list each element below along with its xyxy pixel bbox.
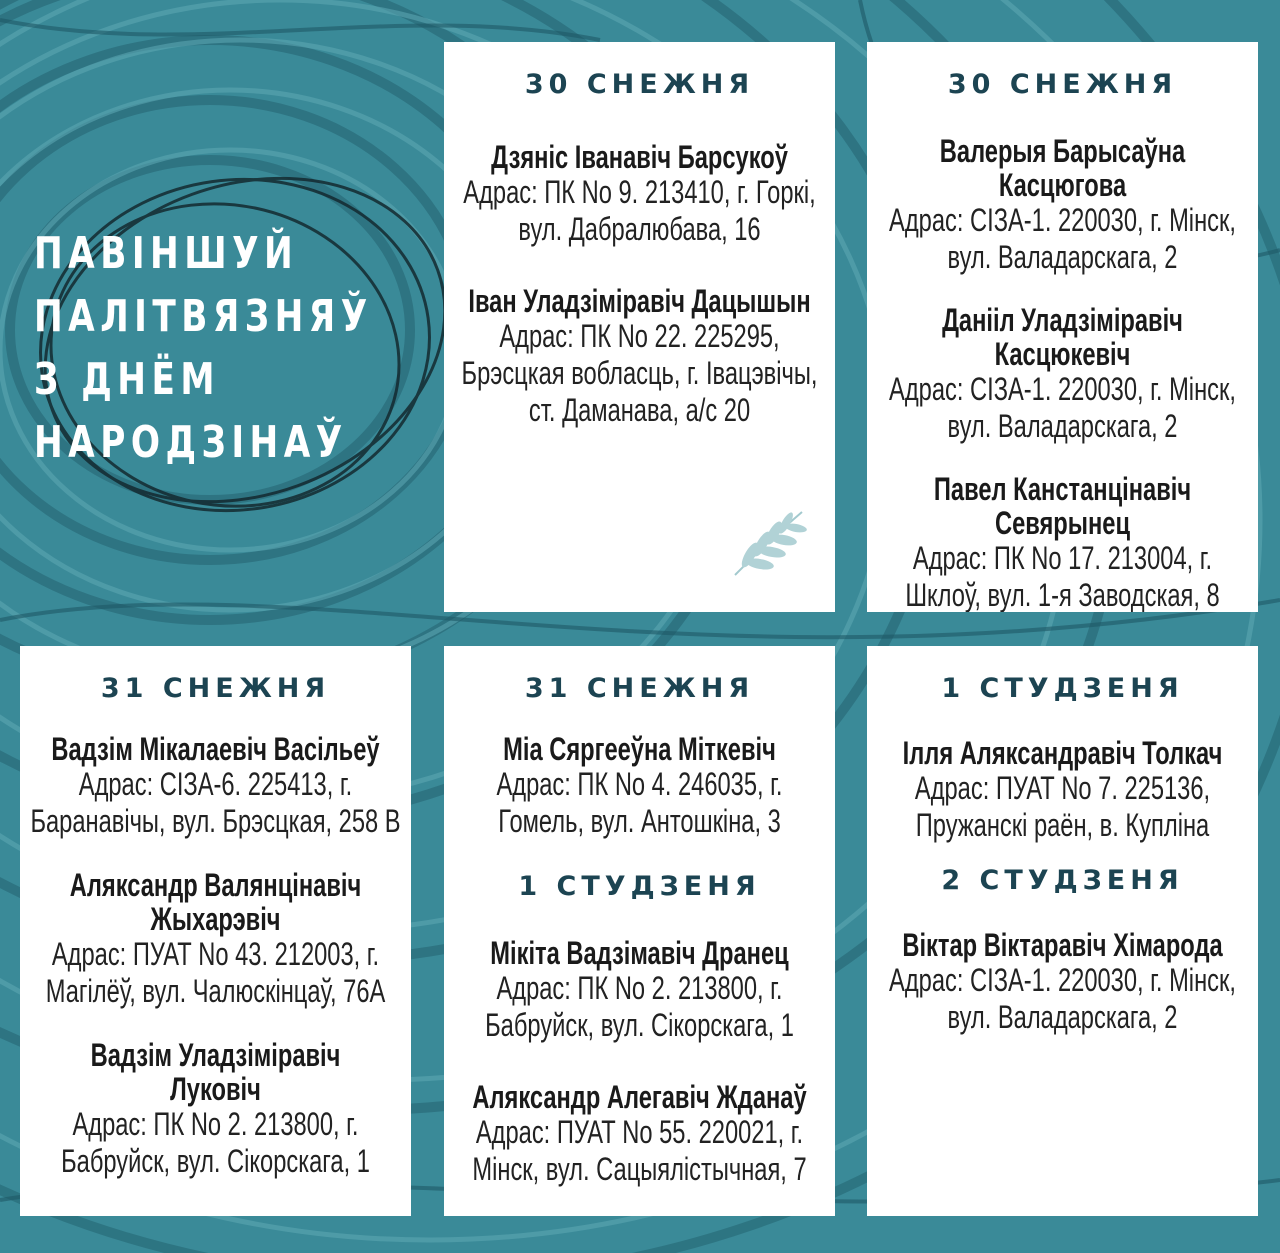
person-address: Адрас: ПК No 9. 213410, г. Горкі, вул. Дабралюбава, 16 [463,174,816,247]
person-address: Адрас: ПК No 17. 213004, г. Шклоў, вул. 1-я Заводская, 8 [905,540,1220,612]
card-1-jan [867,646,1258,1216]
person-name: Міа Сяргееўна Міткевіч [503,731,776,767]
page-title [34,222,373,474]
title-line-3: З ДНЁМ [34,354,220,405]
card-date: 31 СНЕЖНЯ [524,673,755,704]
person-entry [450,936,828,1044]
person-name: Павел Канстанцінавіч Севярынец [933,471,1192,541]
card-date: 30 СНЕЖНЯ [947,69,1178,100]
card-date-second: 2 СТУДЗЕНЯ [941,865,1184,896]
person-entry [450,1080,828,1188]
title-line-2: ПАЛІТВЯЗНЯЎ [34,291,373,342]
person-entry [26,868,404,1010]
person-address: Адрас: ПК No 4. 246035, г. Гомель, вул. Антошкіна, 3 [496,766,783,839]
person-name: Вадзім Мікалаевіч Васільеў [51,731,380,767]
person-address: Адрас: СІЗА-6. 225413, г. Баранавічы, вул. Брэсцкая, 258 В [30,766,401,839]
person-entry [450,732,828,840]
person-address: Адрас: СІЗА-1. 220030, г. Мінск, вул. Валадарскага, 2 [889,371,1236,444]
card-30-dec-b [867,42,1258,612]
person-address: Адрас: ПК No 2. 213800, г. Бабруйск, вул. Сікорскага, 1 [61,1106,370,1179]
card-31-dec-a [20,646,411,1216]
person-address: Адрас: СІЗА-1. 220030, г. Мінск, вул. Валадарскага, 2 [889,202,1236,275]
person-name: Валерыя Барысаўна Касцюгова [939,133,1186,203]
title-line-4: НАРОДЗІНАЎ [34,417,348,468]
person-name: Данііл Уладзіміравіч Касцюкевіч [942,302,1183,372]
person-entry [873,472,1251,612]
person-name: Аляксандр Валянцінавіч Жыхарэвіч [69,867,362,937]
card-31-dec-b [444,646,835,1216]
person-entry [873,928,1251,1036]
person-entry [873,303,1251,445]
person-name: Дзяніс Іванавіч Барсукоў [491,139,788,175]
person-entry [450,284,828,429]
leaf-icon [720,500,810,580]
person-name: Віктар Віктаравіч Хімарода [902,927,1223,963]
person-name: Іван Уладзіміравіч Дацышын [468,283,811,319]
person-entry [26,1038,404,1180]
person-address: Адрас: ПК No 2. 213800, г. Бабруйск, вул. Сікорскага, 1 [485,970,794,1043]
person-entry [26,732,404,840]
person-name: Ілля Аляксандравіч Толкач [902,735,1223,771]
person-address: Адрас: СІЗА-1. 220030, г. Мінск, вул. Валадарскага, 2 [889,962,1236,1035]
person-name: Аляксандр Алегавіч Жданаў [472,1079,807,1115]
card-date-second: 1 СТУДЗЕНЯ [518,871,761,902]
person-address: Адрас: ПУАТ No 7. 225136, Пружанскі раён, в. Купліна [914,770,1211,843]
person-name: Мікіта Вадзімавіч Дранец [490,935,789,971]
person-address: Адрас: ПУАТ No 43. 212003, г. Магілёў, вул. Чалюскінцаў, 76А [45,936,386,1009]
card-date: 1 СТУДЗЕНЯ [941,673,1184,704]
person-entry [450,140,828,248]
person-entry [873,134,1251,276]
card-date: 30 СНЕЖНЯ [524,69,755,100]
title-line-1: ПАВІНШУЙ [34,228,299,279]
person-address: Адрас: ПУАТ No 55. 220021, г. Мінск, вул. Сацыялістычная, 7 [472,1114,807,1187]
person-address: Адрас: ПК No 22. 225295, Брэсцкая вобласць, г. Івацэвічы, ст. Даманава, а/с 20 [461,318,818,428]
person-entry [873,736,1251,844]
card-date: 31 СНЕЖНЯ [100,673,331,704]
person-name: Вадзім Уладзіміравіч Луковіч [90,1037,341,1107]
